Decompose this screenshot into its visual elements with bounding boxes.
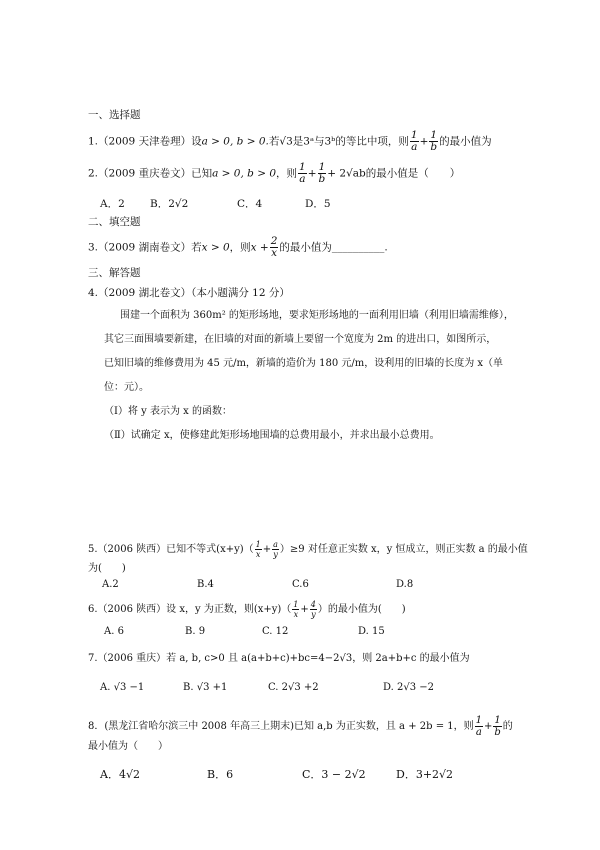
q1-prefix: 1.（2009 天津卷理）设 [88, 135, 202, 148]
q6-frac-1 [292, 600, 299, 619]
q5-option-d: D.8 [396, 579, 414, 590]
q7-option-c: C. 2√3 +2 [268, 682, 319, 693]
q2-prefix: 2.（2009 重庆卷文）已知 [88, 167, 213, 180]
q7-option-b: B. √3 +1 [183, 682, 228, 693]
section-heading-choice: 一、选择题 [88, 109, 141, 121]
question-1 [88, 130, 492, 153]
q8-frac1-den: a [475, 727, 482, 738]
q8-frac-2 [493, 715, 501, 738]
q2-cond: a > 0, b > 0 [212, 167, 277, 180]
question-5 [88, 540, 528, 559]
q2-option-c: C．4 [237, 198, 263, 210]
q3-frac-den: x [271, 247, 278, 259]
q5-frac1-den: x [255, 550, 261, 559]
q6-tail: ）的最小值为( ) [317, 604, 406, 615]
q1-frac1-den: a [411, 141, 418, 153]
q6-frac-2 [310, 600, 317, 619]
q4-paragraph-line-4: 位：元）。 [104, 382, 149, 393]
q5-line-2: 为( ) [88, 563, 126, 574]
q2-frac-2 [318, 162, 327, 185]
q4-paragraph-line-3: 已知旧墙的维修费用为 45 元/m，新墙的造价为 180 元/m，设利用的旧墙的长度为 x（单 [104, 358, 504, 369]
q2-frac2-den: b [318, 173, 326, 185]
q7-option-d: D. 2√3 −2 [383, 682, 435, 693]
question-8 [88, 715, 513, 738]
q3-mid: ，则 [229, 241, 251, 254]
q5-frac1-num: 1 [255, 540, 261, 549]
q8-option-d: D．3+2√2 [396, 768, 454, 781]
q5-frac2-num: a [273, 540, 278, 549]
q3-cond: x > 0 [201, 241, 230, 254]
q6-option-c: C. 12 [262, 626, 289, 637]
q1-frac-2 [429, 130, 438, 153]
q2-tail: 的最小值是（ ） [365, 167, 461, 180]
q5-frac-1 [255, 540, 262, 559]
q2-option-a: A．2 [100, 198, 125, 210]
q1-mid: 若√3是3ᵃ与3ᵇ的等比中项，则 [268, 135, 409, 148]
q2-frac1-num: 1 [299, 161, 306, 173]
q5-plus: + [262, 544, 272, 555]
q8-prefix: 8．(黑龙江省哈尔滨三中 2008 年高三上期末)已知 a,b 为正实数，且 a + 2b = 1，则 [88, 721, 474, 732]
q8-tail: 的 [502, 721, 513, 732]
section-heading-fill: 二、填空题 [88, 216, 141, 228]
q2-frac-1 [298, 162, 307, 185]
q6-option-a: A. 6 [104, 626, 124, 637]
q3-prefix: 3.（2009 湖南卷文）若 [88, 241, 202, 254]
q1-frac2-den: b [430, 141, 438, 153]
q2-option-b: B．2√2 [150, 198, 189, 210]
q6-option-b: B. 9 [185, 626, 206, 637]
q2-frac2-num: 1 [318, 161, 326, 173]
q8-option-b: B．6 [207, 768, 234, 781]
q5-option-a: A.2 [102, 579, 119, 590]
q6-frac2-num: 4 [310, 600, 316, 609]
q2-option-d: D．5 [305, 198, 331, 210]
q3-expr: x + [250, 241, 269, 254]
q8-frac-1 [475, 715, 483, 738]
q6-frac1-num: 1 [293, 600, 299, 609]
q5-frac2-den: y [273, 550, 278, 559]
q7-option-a: A. √3 −1 [100, 682, 145, 693]
q4-paragraph-line-1: 围建一个面积为 360m² 的矩形场地，要求矩形场地的一面利用旧墙（利用旧墙需维修）， [120, 310, 514, 321]
q8-frac2-num: 1 [494, 715, 501, 726]
q1-plus: + [419, 135, 429, 148]
q1-frac-1 [410, 130, 419, 153]
question-3 [88, 236, 388, 259]
q1-frac2-num: 1 [430, 129, 438, 141]
q6-option-d: D. 15 [358, 626, 385, 637]
q8-frac2-den: b [494, 727, 501, 738]
question-2: 2.（2009 重庆卷文）已知a > 0, b > 0，则 $\frac{1}{a}$ + $\frac{1}{b}$ + 2√ab的最小值是（ ） [88, 161, 461, 185]
q5-tail: ）≥9 对任意正实数 x，y 恒成立，则正实数 a 的最小值 [279, 544, 528, 555]
q2-mid: ，则 [276, 167, 298, 180]
q4-sub-2: （Ⅱ）试确定 x，使修建此矩形场地围墙的总费用最小，并求出最小总费用。 [104, 430, 440, 441]
q8-frac1-num: 1 [475, 715, 482, 726]
question-6 [88, 600, 406, 619]
q8-option-c: C．3 − 2√2 [302, 768, 366, 781]
q8-plus: + [484, 721, 493, 732]
q6-frac2-den: y [311, 610, 316, 619]
q8-line-2: 最小值为（ ） [88, 741, 168, 752]
q5-prefix: 5.（2006 陕西）已知不等式(x+y)（ [88, 544, 254, 555]
q6-prefix: 6.（2006 陕西）设 x，y 为正数，则(x+y)（ [88, 604, 292, 615]
q2-frac1-den: a [299, 173, 306, 185]
q5-option-b: B.4 [197, 579, 214, 590]
q4-paragraph-line-2: 其它三面围墙要新建，在旧墙的对面的新墙上要留一个宽度为 2m 的进出口，如图所示， [104, 334, 497, 345]
q1-tail: 的最小值为 [439, 135, 492, 148]
q5-option-c: C.6 [292, 579, 309, 590]
q3-frac-num: 2 [270, 235, 278, 247]
q8-option-a: A．4√2 [100, 768, 140, 781]
q2-expr: + 2√ab [327, 167, 366, 180]
q6-frac1-den: x [293, 610, 299, 619]
q1-cond: a > 0, b > 0. [201, 135, 269, 148]
q5-frac-2 [272, 540, 279, 559]
q4-sub-1: （Ⅰ）将 y 表示为 x 的函数： [104, 406, 232, 417]
q3-frac [270, 236, 279, 259]
section-heading-answer: 三、解答题 [88, 267, 141, 279]
question-7: 7.（2006 重庆）若 a, b, c>0 且 a(a+b+c)+bc=4−2√3，则 2a+b+c 的最小值为 [88, 653, 470, 664]
q4-title: 4.（2009 湖北卷文）（本小题满分 12 分） [88, 287, 290, 299]
q1-frac1-num: 1 [410, 129, 418, 141]
q6-plus: + [300, 604, 309, 615]
q3-tail: 的最小值为__________. [279, 241, 388, 254]
